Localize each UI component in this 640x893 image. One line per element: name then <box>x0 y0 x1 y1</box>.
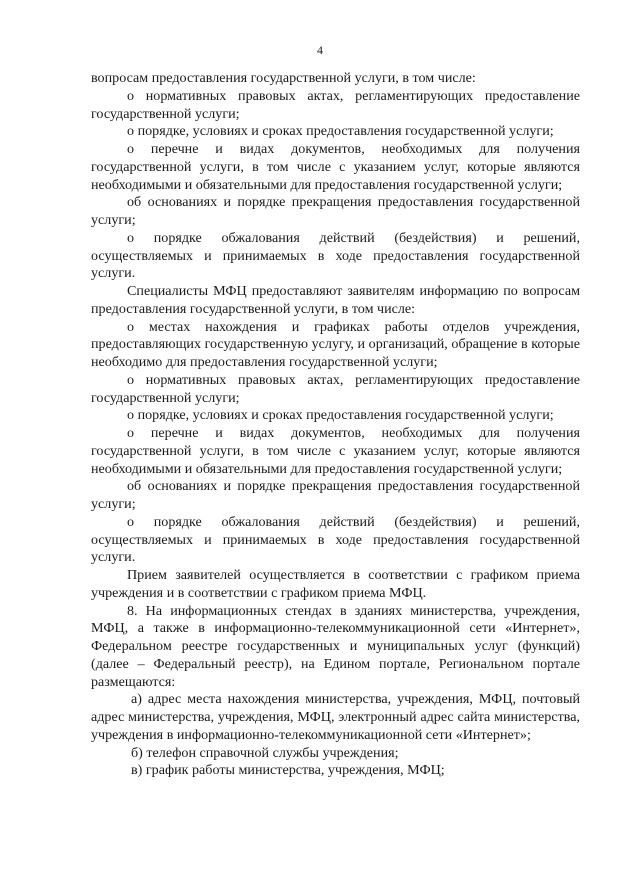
paragraph: 8. На информационных стендах в зданиях министерства, учреждения, МФЦ, а также в информационно-телекоммуникационной сети «Интернет», Федеральном реестре государственных и муниципальных услуг (функций) (далее – Федеральный реестр), на Едином портале, Региональном портале размещаются: <box>91 602 580 690</box>
paragraph: о порядке обжалования действий (бездействия) и решений, осуществляемых и принимаемых в ходе предоставления государственной услуги. <box>91 513 580 566</box>
paragraph: б) телефон справочной службы учреждения; <box>131 744 399 761</box>
paragraph: о порядке, условиях и сроках предоставления государственной услуги; <box>127 123 554 140</box>
paragraph: о перечне и видах документов, необходимых для получения государственной услуги, в том числе с указанием услуг, которые являются необходимыми и обязательными для предоставления государственной услуги; <box>91 425 580 477</box>
paragraph: о местах нахождения и графиках работы отделов учреждения, предоставляющих государственную услугу, и организаций, обращение в которые необходимо для предоставления государственной услуги; <box>91 318 580 370</box>
paragraph: о нормативных правовых актах, регламентирующих предоставление государственной услуги; <box>91 371 580 406</box>
paragraph: о перечне и видах документов, необходимых для получения государственной услуги, в том числе с указанием услуг, которые являются необходимыми и обязательными для предоставления государственной услуги; <box>91 141 580 193</box>
document-body <box>91 70 580 780</box>
page-number: 4 <box>317 43 323 57</box>
paragraph: а) адрес места нахождения министерства, учреждения, МФЦ, почтовый адрес министерства, учреждения, МФЦ, электронный адрес сайта министерства, учреждения в информационно-телекоммуникационной сети «Интернет»; <box>91 691 580 743</box>
paragraph: о нормативных правовых актах, регламентирующих предоставление государственной услуги; <box>91 87 580 122</box>
paragraph: о порядке, условиях и сроках предоставления государственной услуги; <box>127 407 554 424</box>
paragraph: об основаниях и порядке прекращения предоставления государственной услуги; <box>91 194 580 228</box>
paragraph: вопросам предоставления государственной услуги, в том числе: <box>91 70 476 86</box>
paragraph: Прием заявителей осуществляется в соответствии с графиком приема учреждения и в соответствии с графиком приема МФЦ. <box>91 567 580 601</box>
paragraph: об основаниях и порядке прекращения предоставления государственной услуги; <box>91 478 580 512</box>
paragraph: Специалисты МФЦ предоставляют заявителям информацию по вопросам предоставления государственной услуги, в том числе: <box>91 283 580 317</box>
paragraph: о порядке обжалования действий (бездействия) и решений, осуществляемых и принимаемых в ходе предоставления государственной услуги. <box>91 229 580 282</box>
paragraph: в) график работы министерства, учреждения, МФЦ; <box>131 762 445 779</box>
